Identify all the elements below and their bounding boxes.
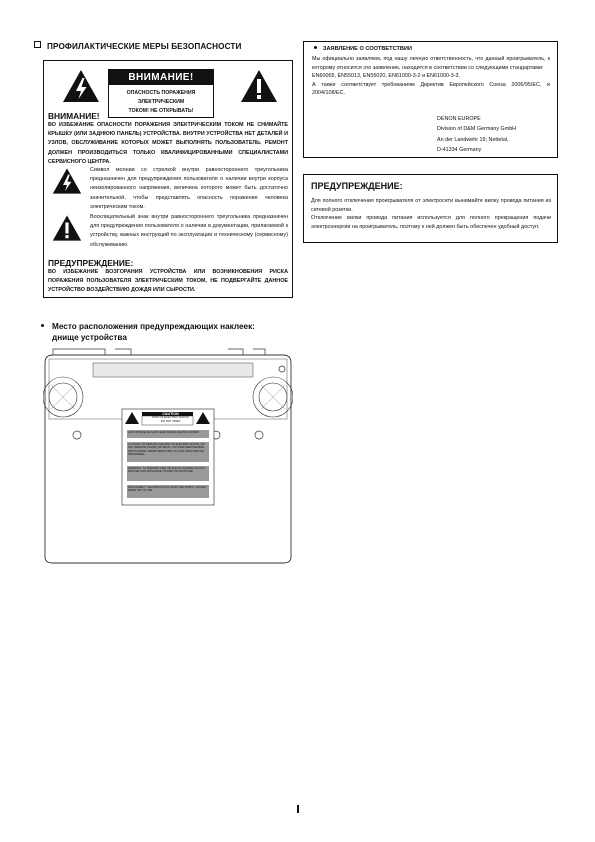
label-caution-word: CAUTION — [162, 412, 179, 416]
power-warning-text1: Для полного отключения проигрывателя от электросети вынимайте вилку провода питания из сетевой розетки. — [311, 198, 551, 213]
address-line: An der Landwehr 19, Nettetal, — [437, 136, 509, 143]
exclamation-triangle-icon — [240, 69, 278, 103]
label-line: DO NOT OPEN — [160, 418, 181, 423]
label-location-line1: Место расположения предупреждающих наклеек: — [52, 322, 255, 331]
label-line: RISK OF ELECTRIC SHOCK — [152, 415, 189, 419]
attention-text: ВО ИЗБЕЖАНИЕ ОПАСНОСТИ ПОРАЖЕНИЯ ЭЛЕКТРИЧЕСКИМ ТОКОМ НЕ СНИМАЙТЕ КРЫШКУ (ИЛИ ЗАДНЮЮ ПАНЕЛЬ) УСТРОЙСТВА. ВНУТРИ УСТРОЙСТВА НЕТ ДЕТАЛЕЙ И УЗЛОВ, ОБСЛУЖИВАНИЕ КОТОРЫХ МОЖЕТ ВЫПОЛНЯТЬ ПОЛЬЗОВАТЕЛЬ. РЕМОНТ ДОЛЖЕН ПРОИЗВОДИТЬСЯ ТОЛЬКО КВАЛИФИЦИРОВАННЫМИ СПЕЦИАЛИСТАМИ СЕРВИСНОГО ЦЕНТРА. — [48, 122, 288, 165]
address-line: D-41334 Germany — [437, 147, 482, 154]
power-warning-text — [311, 197, 551, 231]
conformity-text2: EN60065, EN55013, EN55020, EN61000-3-2 и EN61000-3-3. — [312, 73, 461, 80]
checkbox-bullet-icon — [34, 41, 41, 48]
label-risk-lines — [143, 416, 198, 423]
address-line: Division of D&M Germany GmbH — [437, 126, 517, 133]
label-location-line2: днище устройства — [52, 332, 127, 342]
device-bottom-illustration — [43, 345, 293, 565]
label-line: AVIS: RISQUE DE CHOC ELECTRIQUE-NE PAS OUVRIR — [128, 431, 199, 434]
attention-heading: ВНИМАНИЕ! — [48, 111, 100, 121]
page-number-mark — [297, 805, 299, 813]
conformity-title-text: ЗАЯВЛЕНИЕ О СООТВЕТСТВИИ — [323, 46, 412, 52]
label-line: CAUTION: TO REDUCE THE RISK OF ELECTRIC SHOCK, DO NOT REMOVE COVER (OR BACK). NO USER-SERVICEABLE PARTS INSIDE. REFER SERVICING TO QUALIFIED SERVICE PERSONNEL. — [128, 443, 205, 456]
lightning-description: Символ молнии со стрелкой внутри равностороннего треугольника предназначен для предупреждения пользователя о наличии внутри корпуса неизолированного напряжения, величина которого может быть достаточно значительной, чтобы представлять опасность поражения человека электрическим током. — [90, 167, 288, 210]
conformity-text3: А также соответствует требованиям Директив Европейского Союза 2006/95/EC, и 2004/108/EC. — [312, 81, 550, 97]
lightning-triangle-icon — [62, 69, 100, 103]
label-location-title — [41, 322, 255, 343]
address-line: DENON EUROPE — [437, 116, 481, 122]
power-warning-box — [303, 174, 558, 243]
caution-badge — [108, 69, 214, 118]
exclamation-description: Восклицательный знак внутри равностороннего треугольника предназначен для предупреждения пользователя о наличии в документации, прилагаемой к устройству, важных инструкций по эксплуатации и техническому (сервисному) обслуживанию. — [90, 214, 288, 248]
lightning-triangle-icon — [52, 166, 82, 196]
caution-heading: ПРЕДУПРЕЖДЕНИЕ: — [48, 258, 134, 268]
company-address — [437, 114, 516, 156]
power-warning-title: ПРЕДУПРЕЖДЕНИЕ: — [311, 181, 403, 191]
conformity-title — [314, 46, 412, 52]
bullet-icon — [314, 46, 317, 49]
conformity-text — [312, 55, 550, 98]
conformity-box — [303, 41, 558, 158]
conformity-text1: Мы официально заявляем, под нашу личную ответственность, что данный проигрыватель, к которому относится это заявление, находится в соответствии со следующими стандартами: — [312, 56, 550, 71]
safety-warning-box — [43, 60, 293, 298]
label-line: DISCONNECT THE MAINS PLUG FROM THE SUPPLY SOCKET WHEN NOT IN USE. — [128, 486, 207, 493]
caution-text: ВО ИЗБЕЖАНИЕ ВОЗГОРАНИЯ УСТРОЙСТВА ИЛИ ВОЗНИКНОВЕНИЯ РИСКА ПОРАЖЕНИЯ ПОЛЬЗОВАТЕЛЯ ЭЛЕКТРИЧЕСКИМ ТОКОМ, НЕ ПОДВЕРГАЙТЕ ДАННОЕ УСТРОЙСТВО ВОЗДЕЙСТВИЮ ДОЖДЯ ИЛИ СЫРОСТИ. — [48, 269, 288, 294]
exclamation-triangle-icon — [52, 213, 82, 243]
section-title-text: ПРОФИЛАКТИЧЕСКИЕ МЕРЫ БЕЗОПАСНОСТИ — [47, 42, 242, 51]
bullet-icon — [41, 324, 44, 327]
caution-badge-line1: ОПАСНОСТЬ ПОРАЖЕНИЯ ЭЛЕКТРИЧЕСКИМ — [126, 90, 196, 105]
caution-badge-title: ВНИМАНИЕ! — [109, 70, 213, 85]
section-title — [34, 41, 242, 51]
label-line: WARNING: TO PREVENT FIRE OR SHOCK HAZARD, DO NOT EXPOSE THIS APPLIANCE TO RAIN OR MOISTURE. — [128, 467, 206, 474]
caution-badge-line2: ТОКОМ! НЕ ОТКРЫВАТЬ! — [128, 108, 194, 114]
power-warning-text2: Отключение вилки провода питания используется для полного прекращения подачи электроэнергии на проигрыватель, поэтому к ней должен быть обеспечен удобный доступ. — [311, 215, 551, 230]
